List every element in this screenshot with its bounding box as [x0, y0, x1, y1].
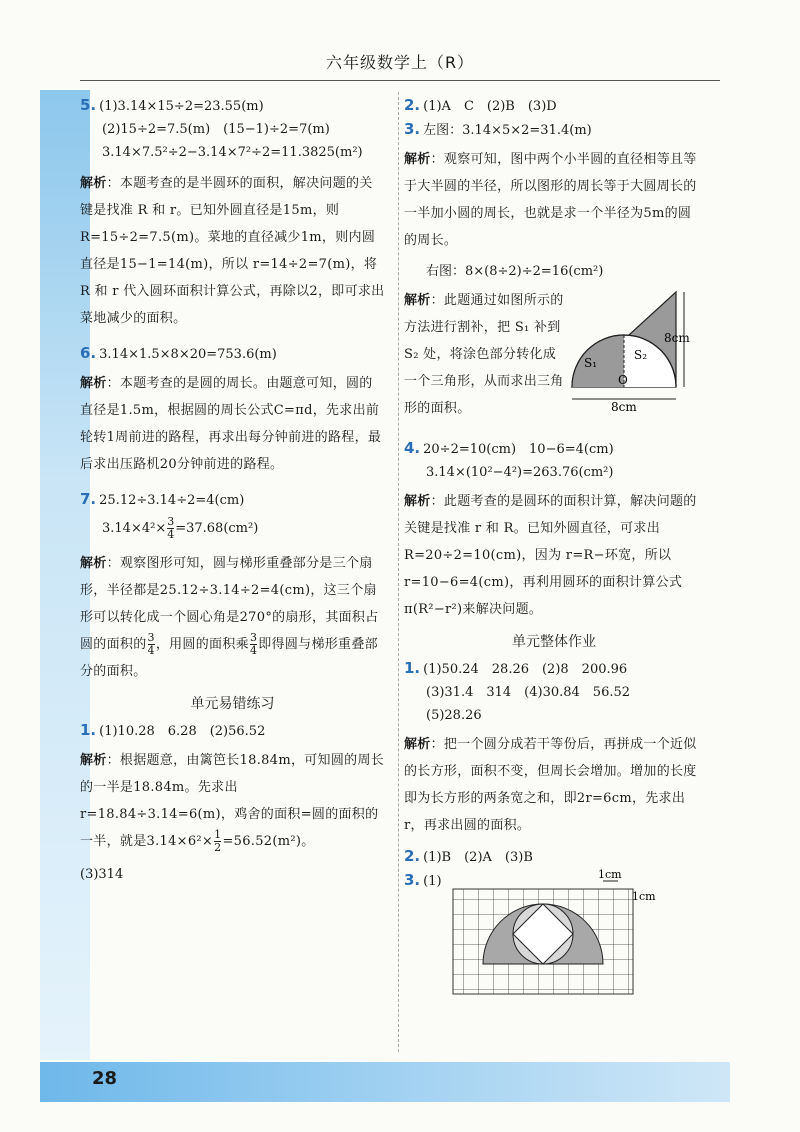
e1-explanation: 解析：根据题意，由篱笆长18.84m，可知圆的周长的一半是18.84m。先求出 r=18.84÷3.14=6(m)，鸡舍的面积=圆的面积的一半，就是3.14×6²× $\frac{1}{2}$ =56.52(m²)。 [80, 753, 385, 854]
w3-line1: 3. (1) [404, 871, 442, 889]
e1-line1: 1. (1)10.28 6.28 (2)56.52 [80, 721, 266, 739]
q7-line1: 7. 25.12÷3.14÷2=4(cm) [80, 490, 245, 508]
e1-line3: (3)314 [80, 867, 124, 882]
q5-line2: (2)15÷2=7.5(m) (15−1)÷2=7(m) [102, 122, 330, 137]
q4-line1: 4. 20÷2=10(cm) 10−6=4(cm) [404, 439, 614, 457]
q7-line2: 3.14×4²× $\frac{3}{4}$ =37.68(cm²) [102, 515, 259, 541]
q3-explanation-2: 解析：此题通过如图所示的方法进行割补，把 S₁ 补到 S₂ 处，将涂色部分转化成一个三角形，从而求出三角形的面积。 [404, 293, 564, 416]
s2-label: S₂ [634, 348, 648, 362]
q6-line1: 6. 3.14×1.5×8×20=753.6(m) [80, 344, 277, 362]
w1-explanation: 解析：把一个圆分成若干等份后，再拼成一个近似的长方形，面积不变，但周长会增加。增加的长度即为长方形的两条宽之和，即2r=6cm，先求出 r，再求出圆的面积。 [404, 737, 697, 833]
title-rule [80, 80, 720, 81]
grid-figure [448, 868, 656, 997]
fraction: $\frac{3}{4}$ [147, 631, 155, 657]
q3-line1: 3. 左图：3.14×5×2=31.4(m) [404, 120, 592, 138]
w3-block [404, 869, 704, 999]
cut-fill-figure [566, 287, 706, 412]
q6-explanation: 解析：本题考查的是圆的周长。由题意可知，圆的直径是1.5m，根据圆的周长公式C=πd，先求出前轮转1周前进的路程，再求出每分钟前进的路程，最后求出压路机20分钟前进的路程。 [80, 376, 382, 472]
q7-explanation: 解析：观察图形可知，圆与梯形重叠部分是三个扇形，半径都是25.12÷3.14÷2=4(cm)，这三个扇形可以转化成一个圆心角是270°的扇形，其面积占圆的面积的 $\frac{3}{4}$ ，用圆的面积乘 $\frac{3}{4}$ 即得圆与梯形重叠部分的面积。 [80, 556, 379, 679]
q4-explanation: 解析：此题考查的是圆环的面积计算，解决问题的关键是找准 r 和 R。已知外圆直径，可求出 R=20÷2=10(cm)，因为 r=R−环宽，所以 r=10−6=4(cm)，再利用圆环的面积计算公式 π(R²−r²)来解决问题。 [404, 494, 697, 617]
q5-explanation: 解析：本题考查的是半圆环的面积，解决问题的关键是找准 R 和 r。已知外圆直径是15m，则 R=15÷2=7.5(m)。菜地的直径减少1m，则内圆直径是15−1=14(m)，所以 r=14÷2=7(m)，将 R 和 r 代入圆环面积计算公式，再除以2，即可求出菜地减少的面积。 [80, 176, 385, 326]
q2-line1: 2. (1)A C (2)B (3)D [404, 96, 557, 114]
q4-line2: 3.14×(10²−4²)=263.76(cm²) [426, 465, 614, 480]
side-length-label: 8cm [664, 331, 690, 345]
q3-line2: 右图：8×(8÷2)÷2=16(cm²) [426, 264, 604, 279]
o-label: O [618, 373, 628, 387]
s1-label: S₁ [584, 356, 598, 370]
grid-side-label: 1cm [632, 890, 656, 903]
q5-line1: 5. (1)3.14×15÷2=23.55(m) [80, 96, 264, 114]
w1-line3: (5)28.26 [426, 708, 482, 723]
w1-line2: (3)31.4 314 (4)30.84 56.52 [426, 685, 631, 700]
w1-line1: 1. (1)50.24 28.26 (2)8 200.96 [404, 659, 628, 677]
fraction: $\frac{3}{4}$ [167, 515, 175, 541]
fraction: $\frac{3}{4}$ [249, 631, 258, 657]
w2-line1: 2. (1)B (2)A (3)B [404, 847, 533, 865]
q3-figure-block [404, 287, 704, 437]
bottom-decor-band [40, 1062, 730, 1102]
page-title: 六年级数学上（R） [325, 53, 475, 72]
column-divider [398, 92, 399, 1052]
left-column [80, 94, 385, 886]
bottom-length-label: 8cm [611, 400, 637, 414]
section-title-unit: 单元整体作业 [512, 634, 596, 650]
fraction: $\frac{1}{2}$ [214, 828, 222, 854]
q3-explanation: 解析：观察可知，图中两个小半圆的直径相等且等于大半圆的半径，所以图形的周长等于大圆周长的一半加小圆的周长，也就是求一个半径为5m的圆的周长。 [404, 152, 697, 248]
q5-line3: 3.14×7.5²÷2−3.14×7²÷2=11.3825(m²) [102, 145, 363, 160]
right-column [404, 94, 704, 999]
page-number: 28 [92, 1068, 118, 1089]
grid-top-label: 1cm [598, 868, 622, 881]
section-title-errors: 单元易错练习 [190, 696, 275, 712]
